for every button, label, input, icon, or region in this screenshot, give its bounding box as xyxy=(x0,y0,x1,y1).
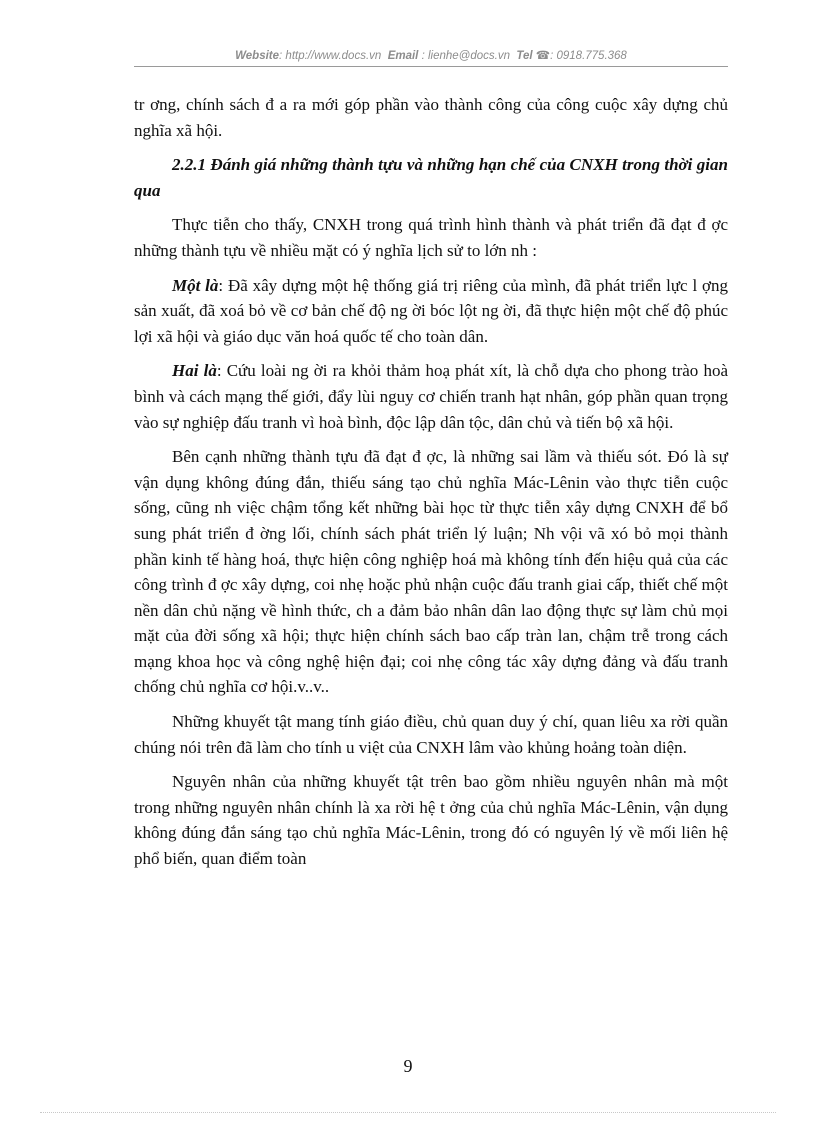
phone-icon: ☎ xyxy=(535,50,551,62)
paragraph-intro: Thực tiễn cho thấy, CNXH trong quá trình hình thành và phát triển đã đạt đ ợc những thành tựu về nhiều mặt có ý nghĩa lịch sử to lớn nh : xyxy=(134,215,728,260)
email-label: Email xyxy=(387,50,419,62)
paragraph-second-point xyxy=(134,358,728,435)
body-text xyxy=(134,92,728,881)
paragraph-lead-one: Một là xyxy=(172,275,219,295)
page-number: 9 xyxy=(403,1056,413,1076)
section-heading: 2.2.1 Đánh giá những thành tựu và những hạn chế của CNXH trong thời gian qua xyxy=(134,155,728,200)
paragraph-defects: Những khuyết tật mang tính giáo điều, chủ quan duy ý chí, quan liêu xa rời quần chúng nói trên đã làm cho tính u việt của CNXH lâm vào khủng hoảng toàn diện. xyxy=(134,712,728,757)
tel-value: : 0918.775.368 xyxy=(550,50,627,62)
tel-label: Tel xyxy=(516,50,533,62)
website-label: Website xyxy=(235,50,280,62)
paragraph-shortcomings: Bên cạnh những thành tựu đã đạt đ ợc, là những sai lầm và thiếu sót. Đó là sự vận dụng không đúng đắn, thiếu sáng tạo chủ nghĩa Mác-Lênin vào thực tiễn cuộc sống, cũng nh việc chậm tổng kết những bài học từ thực tiễn xây dựng CNXH để bổ sung phát triển đ ờng lối, chính sách phát triển lý luận; Nh vội vã xó bỏ mọi thành phần kinh tế hàng hoá, thực hiện công nghiệp hoá mà không tính đến hiệu quả của các công trình đ ợc xây dựng, coi nhẹ hoặc phủ nhận cuộc đấu tranh giai cấp, thiết chế một nền dân chủ nặng về hình thức, ch a đảm bảo nhân dân lao động thực sự làm chủ mọi mặt của đời sống xã hội; thực hiện chính sách bao cấp tràn lan, chậm trễ trong cách mạng khoa học và công nghệ hiện đại; coi nhẹ công tác xây dựng đảng và đấu tranh chống chủ nghĩa cơ hội.v..v.. xyxy=(134,447,728,697)
paragraph-first-text: : Đã xây dựng một hệ thống giá trị riêng của mình, đã phát triển lực l ợng sản xuất, đã xoá bỏ về cơ bản chế độ ng ời bóc lột ng ời, đã thực hiện một chế độ phúc lợi xã hội và giáo dục văn hoá quốc tế cho toàn dân. xyxy=(134,275,728,346)
paragraph-first-point xyxy=(134,273,728,350)
header-divider xyxy=(134,66,728,67)
paragraph-second-text: : Cứu loài ng ời ra khỏi thảm hoạ phát xít, là chỗ dựa cho phong trào hoà bình và cách mạng thế giới, đẩy lùi nguy cơ chiến tranh hạt nhân, góp phần quan trọng vào sự nghiệp đấu tranh vì hoà bình, độc lập dân tộc, dân chủ và tiến bộ xã hội. xyxy=(134,361,728,432)
paragraph-lead-two: Hai là xyxy=(172,361,217,381)
paragraph-causes: Nguyên nhân của những khuyết tật trên bao gồm nhiều nguyên nhân mà một trong những nguyên nhân chính là xa rời hệ t ởng của chủ nghĩa Mác-Lênin, vận dụng không đúng đắn sáng tạo chủ nghĩa Mác-Lênin, trong đó có nguyên lý về mối liên hệ phổ biến, quan điểm toàn xyxy=(134,772,728,869)
website-value: : http://www.docs.vn xyxy=(279,50,382,62)
email-value: : lienhe@docs.vn xyxy=(418,50,510,62)
footer-divider xyxy=(40,1112,776,1113)
paragraph-continuation: tr ơng, chính sách đ a ra mới góp phần vào thành công của công cuộc xây dựng chủ nghĩa xã hội. xyxy=(134,95,728,140)
